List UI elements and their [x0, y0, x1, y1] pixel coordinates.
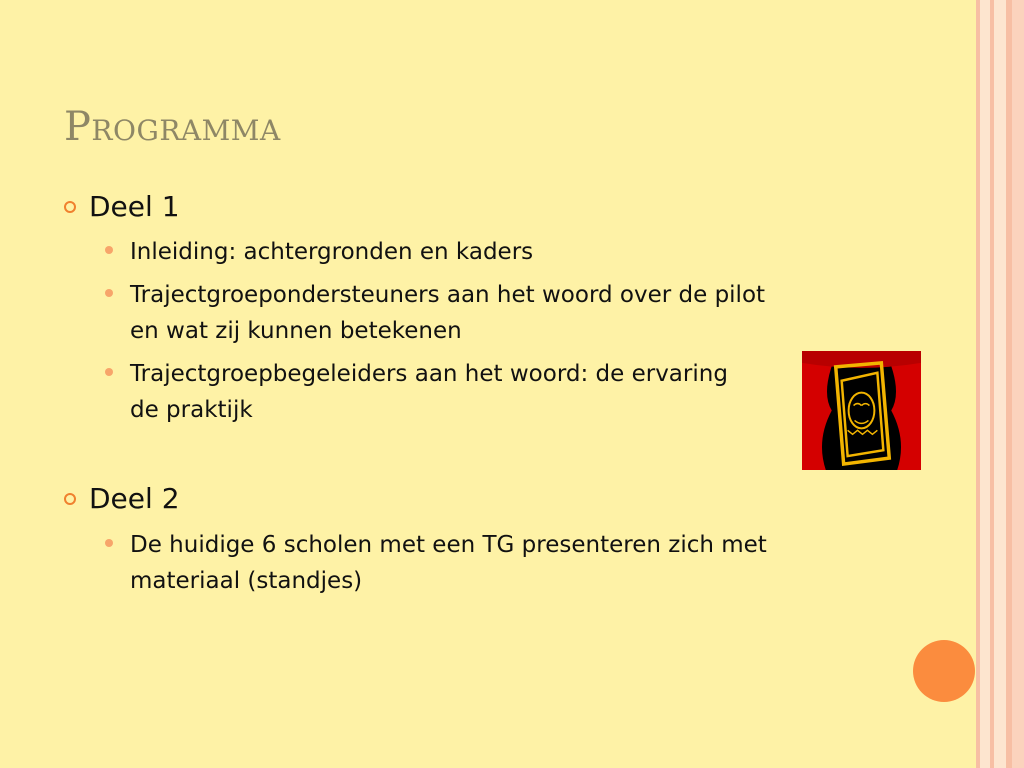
dot-bullet-icon [105, 289, 113, 297]
dot-bullet-icon [105, 246, 113, 254]
list-item [105, 527, 767, 599]
list-item-line: Trajectgroepondersteuners aan het woord over de pilot [130, 282, 766, 308]
stripe [994, 0, 1006, 768]
circle-bullet-icon [64, 493, 76, 505]
list-item [105, 234, 533, 270]
list-item-line: Inleiding: achtergronden en kaders [130, 239, 534, 265]
slide-title: Programma [64, 104, 281, 150]
right-edge-stripes [976, 0, 1024, 768]
list-item-line: en wat zij kunnen betekenen [130, 318, 462, 344]
list-item [105, 277, 765, 349]
stripe [1012, 0, 1024, 768]
section-heading [64, 190, 180, 224]
list-item-line: Trajectgroepbegeleiders aan het woord: de ervaring [130, 361, 728, 387]
section-heading [64, 482, 180, 516]
section-heading-text: Deel 2 [89, 482, 180, 515]
list-item-line: materiaal (standjes) [130, 568, 363, 594]
orange-circle-decoration [913, 640, 975, 702]
section-heading-text: Deel 1 [89, 190, 180, 223]
list-item [105, 356, 728, 428]
dot-bullet-icon [105, 368, 113, 376]
dot-bullet-icon [105, 539, 113, 547]
theater-mask-clipart-icon [802, 351, 921, 470]
list-item-line: de praktijk [130, 397, 253, 423]
stripe [980, 0, 990, 768]
circle-bullet-icon [64, 201, 76, 213]
list-item-line: De huidige 6 scholen met een TG presenteren zich met [130, 532, 767, 558]
